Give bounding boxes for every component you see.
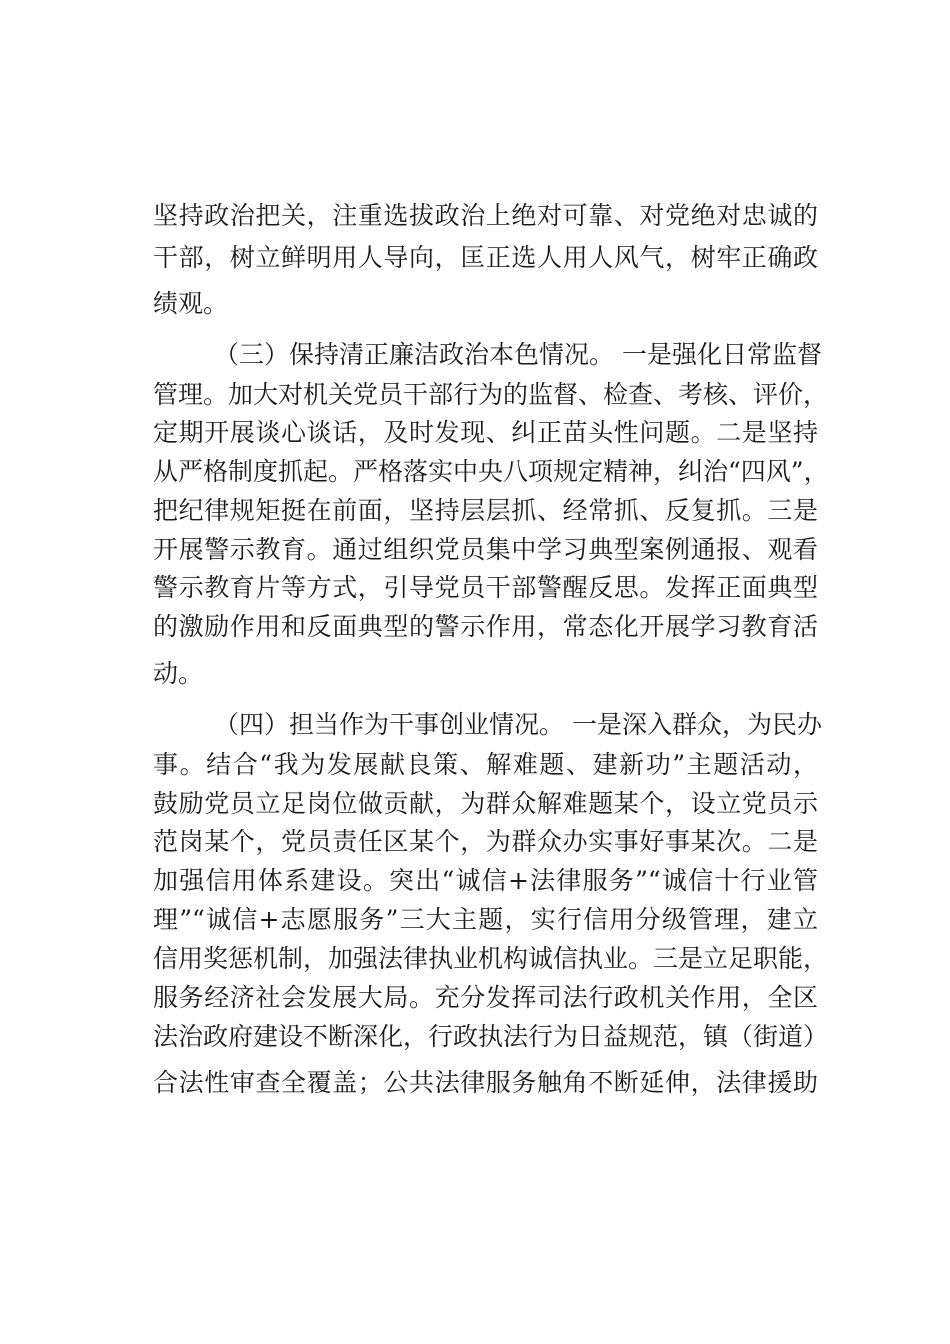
section-heading-3: （三）保持清正廉洁政治本色情况。 一是强化日常监督: [214, 340, 822, 369]
text-line: 加强信用体系建设。突出“诚信+法律服务”“诚信十行业管: [153, 866, 818, 895]
text-line: 的激励作用和反面典型的警示作用，常态化开展学习教育活: [153, 612, 818, 641]
text-line: 服务经济社会发展大局。充分发挥司法行政机关作用，全区: [153, 983, 818, 1012]
text-line: 定期开展谈心谈话，及时发现、纠正苗头性问题。二是坚持: [153, 418, 818, 447]
text-line: 从严格制度抓起。严格落实中央八项规定精神，纠治“四风”，: [153, 457, 829, 486]
text-line: 开展警示教育。通过组织党员集中学习典型案例通报、观看: [153, 535, 818, 564]
text-line: 合法性审查全覆盖；公共法律服务触角不断延伸，法律援助: [153, 1068, 818, 1097]
text-line: 管理。加大对机关党员干部行为的监督、检查、考核、评价，: [153, 380, 829, 409]
text-line: 范岗某个，党员责任区某个，为群众办实事好事某次。二是: [153, 827, 818, 856]
text-line: 事。结合“我为发展献良策、解难题、建新功”主题活动，: [153, 750, 818, 779]
text-line: 理”“诚信+志愿服务”三大主题，实行信用分级管理，建立: [153, 905, 818, 934]
section-heading-4: （四）担当作为干事创业情况。 一是深入群众，为民办: [214, 710, 822, 739]
text-line: 干部，树立鲜明用人导向，匡正选人用人风气，树牢正确政: [153, 243, 818, 272]
text-line: 警示教育片等方式，引导党员干部警醒反思。发挥正面典型: [153, 573, 818, 602]
text-line: 法治政府建设不断深化，行政执法行为日益规范，镇（街道）: [153, 1022, 829, 1051]
text-line: 把纪律规矩挺在前面，坚持层层抓、经常抓、反复抓。三是: [153, 496, 818, 525]
text-line: 绩观。: [153, 289, 229, 318]
text-line: 信用奖惩机制，加强法律执业机构诚信执业。三是立足职能，: [153, 944, 829, 973]
text-line: 坚持政治把关，注重选拔政治上绝对可靠、对党绝对忠诚的: [153, 201, 818, 230]
text-line: 鼓励党员立足岗位做贡献，为群众解难题某个，设立党员示: [153, 789, 818, 818]
text-line: 动。: [153, 659, 204, 688]
